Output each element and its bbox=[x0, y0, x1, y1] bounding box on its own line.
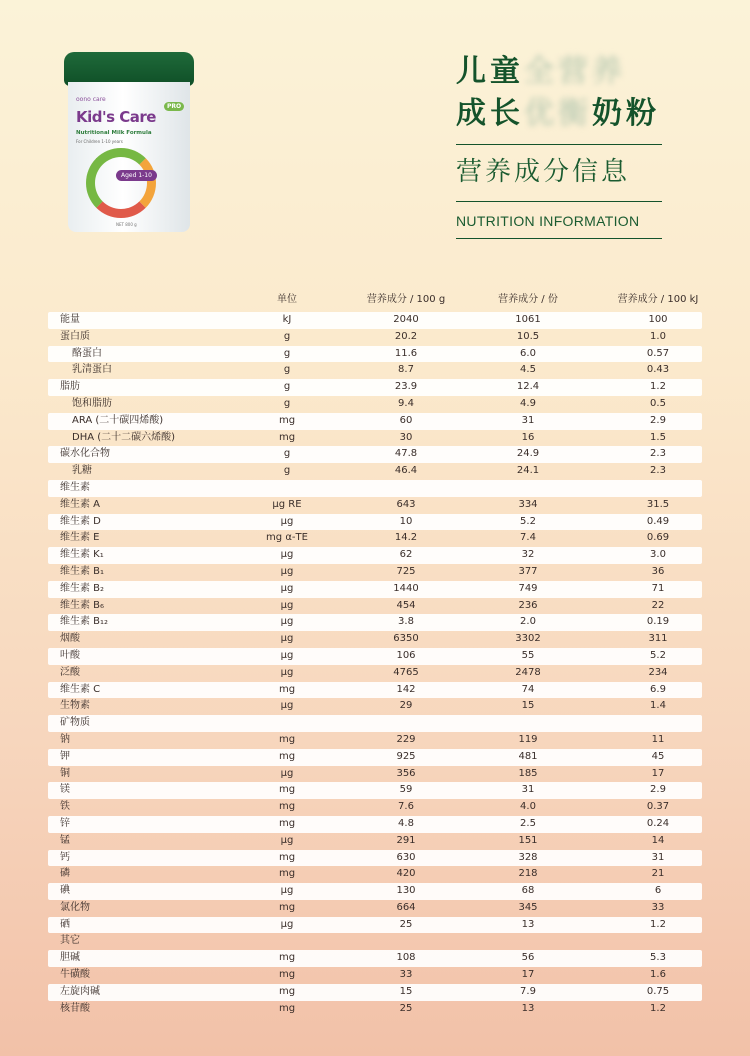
nutrient-unit: µg bbox=[280, 565, 294, 577]
value-per-100g: 630 bbox=[396, 851, 416, 863]
table-row bbox=[48, 816, 702, 833]
table-row bbox=[48, 396, 702, 413]
nutrient-unit: µg RE bbox=[272, 498, 302, 510]
table-row bbox=[48, 631, 702, 648]
table-row bbox=[48, 883, 702, 900]
nutrient-name: 能量 bbox=[60, 314, 80, 325]
nutrient-name: 蛋白质 bbox=[60, 330, 90, 342]
value-per-serving: 2.0 bbox=[520, 616, 536, 628]
value-per-serving: 345 bbox=[518, 901, 538, 913]
nutrient-unit: µg bbox=[280, 649, 294, 661]
title-divider-3 bbox=[456, 238, 662, 239]
table-row bbox=[48, 329, 702, 346]
nutrient-unit: mg bbox=[278, 868, 296, 880]
value-per-serving: 56 bbox=[521, 952, 535, 964]
nutrient-unit: g bbox=[283, 330, 291, 342]
title-block bbox=[456, 52, 666, 239]
nutrient-name: 铜 bbox=[60, 767, 70, 779]
nutrient-name: 维生素 E bbox=[60, 532, 100, 544]
table-row bbox=[48, 497, 702, 514]
value-per-serving: 119 bbox=[518, 733, 538, 745]
value-per-100kj: 1.5 bbox=[650, 431, 666, 443]
nutrient-unit: mg bbox=[278, 1002, 296, 1014]
table-row bbox=[48, 598, 702, 615]
value-per-100g: 420 bbox=[396, 868, 416, 880]
value-per-100g: 356 bbox=[396, 767, 416, 779]
value-per-100kj: 2.9 bbox=[650, 784, 666, 796]
nutrient-unit: g bbox=[283, 381, 291, 393]
product-badge: PRO bbox=[164, 102, 184, 111]
value-per-100g: 15 bbox=[399, 985, 413, 997]
value-per-100g: 130 bbox=[396, 885, 416, 897]
value-per-serving: 377 bbox=[518, 565, 538, 577]
value-per-100kj: 6.9 bbox=[650, 683, 666, 695]
value-per-100kj: 0.24 bbox=[646, 817, 670, 829]
nutrient-unit: g bbox=[283, 465, 291, 477]
value-per-100g: 11.6 bbox=[394, 347, 418, 359]
nutrient-unit: mg bbox=[278, 414, 296, 426]
nutrient-unit: µg bbox=[280, 834, 294, 846]
growth-arrow-icon bbox=[86, 148, 156, 218]
value-per-100kj: 31.5 bbox=[646, 498, 670, 510]
value-per-100g: 106 bbox=[396, 649, 416, 661]
value-per-100kj: 234 bbox=[648, 666, 668, 678]
value-per-100kj: 1.2 bbox=[650, 381, 666, 393]
nutrient-unit: µg bbox=[280, 549, 294, 561]
value-per-100g: 30 bbox=[399, 431, 413, 443]
value-per-100g: 291 bbox=[396, 834, 416, 846]
nutrient-unit: µg bbox=[280, 599, 294, 611]
value-per-100g: 664 bbox=[396, 901, 416, 913]
value-per-serving: 55 bbox=[521, 649, 535, 661]
value-per-100kj: 0.19 bbox=[646, 616, 670, 628]
nutrient-unit: µg bbox=[280, 515, 294, 527]
value-per-100kj: 2.9 bbox=[650, 414, 666, 426]
nutrient-unit: µg bbox=[280, 582, 294, 594]
value-per-serving: 4.0 bbox=[520, 801, 536, 813]
value-per-100kj: 1.6 bbox=[650, 969, 666, 981]
product-weight: NET 800 g bbox=[116, 222, 137, 227]
value-per-100g: 4765 bbox=[393, 666, 419, 678]
title-divider-2 bbox=[456, 201, 662, 202]
nutrient-unit: g bbox=[283, 448, 291, 460]
value-per-100g: 8.7 bbox=[398, 364, 414, 376]
value-per-serving: 334 bbox=[518, 498, 538, 510]
nutrient-name: 乳糖 bbox=[72, 465, 92, 477]
can-lid bbox=[64, 52, 194, 86]
title-line-2-clear-a: 成长 bbox=[456, 96, 524, 131]
nutrient-name: 铁 bbox=[60, 801, 70, 813]
value-per-100kj: 5.2 bbox=[650, 649, 666, 661]
nutrient-name: 饱和脂肪 bbox=[72, 397, 112, 409]
value-per-serving: 17 bbox=[521, 969, 535, 981]
nutrient-unit: mg bbox=[278, 750, 296, 762]
table-row bbox=[48, 665, 702, 682]
value-per-100kj: 36 bbox=[651, 565, 665, 577]
value-per-serving: 749 bbox=[518, 582, 538, 594]
nutrient-name: 核苷酸 bbox=[60, 1002, 90, 1014]
nutrient-name: 牛磺酸 bbox=[60, 969, 90, 981]
nutrient-unit: µg bbox=[280, 885, 294, 897]
nutrient-name: 锰 bbox=[60, 834, 70, 846]
value-per-100kj: 3.0 bbox=[650, 549, 666, 561]
nutrient-unit: µg bbox=[280, 616, 294, 628]
table-row bbox=[48, 984, 702, 1001]
nutrient-name: 碘 bbox=[60, 885, 70, 897]
nutrient-name: 生物素 bbox=[60, 700, 90, 712]
table-row bbox=[48, 312, 702, 329]
table-row bbox=[48, 446, 702, 463]
nutrient-unit: µg bbox=[280, 633, 294, 645]
table-row bbox=[48, 850, 702, 867]
value-per-100kj: 0.37 bbox=[646, 801, 670, 813]
nutrient-name: 维生素 D bbox=[60, 515, 101, 527]
value-per-100g: 14.2 bbox=[394, 532, 418, 544]
header-unit: 单位 bbox=[277, 294, 297, 305]
nutrient-unit: g bbox=[283, 364, 291, 376]
value-per-100kj: 0.69 bbox=[646, 532, 670, 544]
value-per-100kj: 31 bbox=[651, 851, 665, 863]
value-per-100kj: 0.5 bbox=[650, 397, 666, 409]
value-per-serving: 31 bbox=[521, 414, 535, 426]
nutrient-unit: kJ bbox=[282, 314, 292, 325]
value-per-100g: 454 bbox=[396, 599, 416, 611]
table-row bbox=[48, 648, 702, 665]
table-row bbox=[48, 967, 702, 984]
value-per-100kj: 21 bbox=[651, 868, 665, 880]
table-row bbox=[48, 547, 702, 564]
value-per-100kj: 14 bbox=[651, 834, 665, 846]
nutrient-unit: mg bbox=[278, 801, 296, 813]
table-row bbox=[48, 463, 702, 480]
value-per-serving: 328 bbox=[518, 851, 538, 863]
value-per-100kj: 100 bbox=[648, 314, 668, 325]
value-per-100g: 25 bbox=[399, 1002, 413, 1014]
table-row bbox=[48, 866, 702, 883]
title-line-2-blurred: 优衡 bbox=[524, 96, 592, 131]
value-per-100g: 2040 bbox=[393, 314, 419, 325]
table-row bbox=[48, 900, 702, 917]
value-per-100g: 47.8 bbox=[394, 448, 418, 460]
value-per-serving: 12.4 bbox=[516, 381, 540, 393]
value-per-serving: 1061 bbox=[515, 314, 541, 325]
product-subtitle: Nutritional Milk Formula bbox=[76, 130, 152, 136]
table-row bbox=[48, 766, 702, 783]
nutrient-name: 维生素 bbox=[60, 481, 90, 493]
value-per-100kj: 0.49 bbox=[646, 515, 670, 527]
nutrient-name: 钾 bbox=[60, 750, 70, 762]
nutrient-unit: mg bbox=[278, 969, 296, 981]
nutrient-name: 维生素 C bbox=[60, 683, 101, 695]
value-per-serving: 74 bbox=[521, 683, 535, 695]
value-per-100kj: 0.75 bbox=[646, 985, 670, 997]
value-per-serving: 7.9 bbox=[520, 985, 536, 997]
value-per-100g: 10 bbox=[399, 515, 413, 527]
value-per-serving: 15 bbox=[521, 700, 535, 712]
nutrient-unit: mg bbox=[278, 784, 296, 796]
value-per-100kj: 11 bbox=[651, 733, 665, 745]
nutrient-name: 叶酸 bbox=[60, 649, 80, 661]
product-age-badge: Aged 1-10 bbox=[116, 170, 157, 181]
value-per-100kj: 1.4 bbox=[650, 700, 666, 712]
table-header bbox=[48, 290, 702, 306]
value-per-serving: 151 bbox=[518, 834, 538, 846]
nutrient-unit: mg α-TE bbox=[266, 532, 308, 544]
value-per-100g: 925 bbox=[396, 750, 416, 762]
nutrient-name: 钙 bbox=[60, 851, 70, 863]
nutrient-name: 脂肪 bbox=[60, 381, 80, 393]
value-per-100kj: 45 bbox=[651, 750, 665, 762]
title-divider bbox=[456, 144, 662, 145]
nutrient-name: 烟酸 bbox=[60, 633, 80, 645]
value-per-serving: 481 bbox=[518, 750, 538, 762]
value-per-100g: 1440 bbox=[393, 582, 419, 594]
value-per-100kj: 22 bbox=[651, 599, 665, 611]
table-row bbox=[48, 581, 702, 598]
nutrient-unit: mg bbox=[278, 851, 296, 863]
nutrient-unit: mg bbox=[278, 901, 296, 913]
value-per-100kj: 71 bbox=[651, 582, 665, 594]
nutrient-name: 乳清蛋白 bbox=[72, 364, 112, 376]
nutrient-unit: mg bbox=[278, 952, 296, 964]
nutrient-unit: g bbox=[283, 397, 291, 409]
nutrient-unit: g bbox=[283, 347, 291, 359]
nutrient-name: 磷 bbox=[60, 868, 70, 880]
value-per-100g: 9.4 bbox=[398, 397, 414, 409]
table-row bbox=[48, 782, 702, 799]
table-row bbox=[48, 799, 702, 816]
value-per-serving: 6.0 bbox=[520, 347, 536, 359]
title-line-2-clear-b: 奶粉 bbox=[592, 96, 660, 131]
nutrient-name: 维生素 A bbox=[60, 498, 101, 510]
value-per-serving: 68 bbox=[521, 885, 535, 897]
value-per-100g: 23.9 bbox=[394, 381, 418, 393]
table-row bbox=[48, 950, 702, 967]
nutrient-name: 其它 bbox=[60, 935, 80, 947]
value-per-100g: 4.8 bbox=[398, 817, 414, 829]
product-subtitle-small: For Children 1-10 years bbox=[76, 139, 123, 144]
value-per-serving: 32 bbox=[521, 549, 535, 561]
nutrient-name: 镁 bbox=[60, 784, 70, 796]
value-per-100kj: 17 bbox=[651, 767, 665, 779]
nutrient-unit: µg bbox=[280, 666, 294, 678]
value-per-100kj: 6 bbox=[654, 885, 662, 897]
title-line-1 bbox=[456, 52, 666, 92]
value-per-100g: 20.2 bbox=[394, 330, 418, 342]
nutrient-unit: µg bbox=[280, 767, 294, 779]
value-per-serving: 218 bbox=[518, 868, 538, 880]
value-per-serving: 13 bbox=[521, 1002, 535, 1014]
header-per-serving: 营养成分 / 份 bbox=[498, 294, 558, 305]
value-per-serving: 2.5 bbox=[520, 817, 536, 829]
value-per-serving: 4.5 bbox=[520, 364, 536, 376]
nutrient-name: 维生素 K₁ bbox=[60, 549, 104, 561]
product-name: Kid's Care bbox=[76, 108, 156, 126]
value-per-100g: 643 bbox=[396, 498, 416, 510]
nutrient-name: 锌 bbox=[60, 817, 70, 829]
nutrient-name: 酪蛋白 bbox=[72, 347, 102, 359]
nutrient-name: 胆碱 bbox=[60, 952, 80, 964]
value-per-serving: 24.1 bbox=[516, 465, 540, 477]
table-row bbox=[48, 346, 702, 363]
nutrient-name: 维生素 B₁₂ bbox=[60, 616, 109, 628]
value-per-100kj: 1.0 bbox=[650, 330, 666, 342]
value-per-100g: 108 bbox=[396, 952, 416, 964]
table-row bbox=[48, 682, 702, 699]
table-row bbox=[48, 698, 702, 715]
value-per-100g: 29 bbox=[399, 700, 413, 712]
value-per-100kj: 33 bbox=[651, 901, 665, 913]
nutrient-unit: mg bbox=[278, 817, 296, 829]
nutrient-name: 氯化物 bbox=[60, 901, 90, 913]
value-per-serving: 16 bbox=[521, 431, 535, 443]
table-row bbox=[48, 413, 702, 430]
title-nutrition-cn: 营养成分信息 bbox=[456, 157, 631, 187]
table-row bbox=[48, 430, 702, 447]
value-per-100g: 725 bbox=[396, 565, 416, 577]
title-line-1-blurred: 全营养 bbox=[524, 54, 626, 89]
title-line-1-clear: 儿童 bbox=[456, 54, 524, 89]
value-per-100g: 229 bbox=[396, 733, 416, 745]
header-per-100kj: 营养成分 / 100 kJ bbox=[617, 294, 699, 305]
table-row bbox=[48, 749, 702, 766]
value-per-100kj: 0.43 bbox=[646, 364, 670, 376]
nutrient-unit: mg bbox=[278, 985, 296, 997]
nutrient-name: 矿物质 bbox=[60, 717, 90, 729]
value-per-100g: 59 bbox=[399, 784, 413, 796]
table-row bbox=[48, 732, 702, 749]
value-per-100g: 142 bbox=[396, 683, 416, 695]
value-per-100kj: 2.3 bbox=[650, 448, 666, 460]
nutrient-name: 维生素 B₁ bbox=[60, 565, 105, 577]
value-per-100g: 46.4 bbox=[394, 465, 418, 477]
value-per-serving: 2478 bbox=[515, 666, 541, 678]
value-per-100g: 3.8 bbox=[398, 616, 414, 628]
nutrient-name: DHA (二十二碳六烯酸) bbox=[72, 431, 176, 443]
nutrient-name: 硒 bbox=[60, 918, 70, 930]
title-nutrition-en: NUTRITION INFORMATION bbox=[456, 213, 640, 229]
table-row bbox=[48, 614, 702, 631]
table-row bbox=[48, 564, 702, 581]
value-per-serving: 3302 bbox=[515, 633, 541, 645]
nutrient-unit: mg bbox=[278, 683, 296, 695]
table-row bbox=[48, 1001, 702, 1018]
table-row bbox=[48, 362, 702, 379]
nutrient-unit: mg bbox=[278, 431, 296, 443]
nutrient-name: 钠 bbox=[60, 733, 70, 745]
value-per-100g: 7.6 bbox=[398, 801, 414, 813]
value-per-serving: 4.9 bbox=[520, 397, 536, 409]
value-per-100kj: 2.3 bbox=[650, 465, 666, 477]
value-per-100g: 62 bbox=[399, 549, 413, 561]
value-per-100kj: 1.2 bbox=[650, 918, 666, 930]
nutrient-unit: µg bbox=[280, 918, 294, 930]
value-per-serving: 7.4 bbox=[520, 532, 536, 544]
value-per-100kj: 0.57 bbox=[646, 347, 670, 359]
value-per-100g: 60 bbox=[399, 414, 413, 426]
product-brand: oono care bbox=[76, 96, 106, 103]
value-per-100kj: 311 bbox=[648, 633, 668, 645]
value-per-serving: 13 bbox=[521, 918, 535, 930]
value-per-100kj: 5.3 bbox=[650, 952, 666, 964]
value-per-100g: 6350 bbox=[393, 633, 419, 645]
nutrient-unit: mg bbox=[278, 733, 296, 745]
value-per-serving: 10.5 bbox=[516, 330, 540, 342]
table-row bbox=[48, 917, 702, 934]
table-row bbox=[48, 933, 702, 950]
table-row bbox=[48, 514, 702, 531]
nutrition-table bbox=[48, 312, 702, 1017]
nutrient-name: 泛酸 bbox=[60, 666, 80, 678]
nutrient-name: 维生素 B₆ bbox=[60, 599, 105, 611]
value-per-100kj: 1.2 bbox=[650, 1002, 666, 1014]
table-row bbox=[48, 530, 702, 547]
nutrient-name: 维生素 B₂ bbox=[60, 582, 105, 594]
header-per-100g: 营养成分 / 100 g bbox=[366, 294, 446, 305]
nutrient-name: ARA (二十碳四烯酸) bbox=[72, 414, 164, 426]
value-per-serving: 5.2 bbox=[520, 515, 536, 527]
value-per-serving: 185 bbox=[518, 767, 538, 779]
value-per-100g: 25 bbox=[399, 918, 413, 930]
table-row bbox=[48, 480, 702, 497]
table-row bbox=[48, 715, 702, 732]
value-per-serving: 24.9 bbox=[516, 448, 540, 460]
nutrient-name: 碳水化合物 bbox=[60, 448, 110, 460]
value-per-serving: 236 bbox=[518, 599, 538, 611]
value-per-serving: 31 bbox=[521, 784, 535, 796]
table-row bbox=[48, 379, 702, 396]
nutrient-unit: µg bbox=[280, 700, 294, 712]
table-row bbox=[48, 833, 702, 850]
value-per-100g: 33 bbox=[399, 969, 413, 981]
product-can-image bbox=[64, 52, 194, 240]
nutrient-name: 左旋肉碱 bbox=[60, 985, 100, 997]
title-line-2 bbox=[456, 94, 666, 134]
